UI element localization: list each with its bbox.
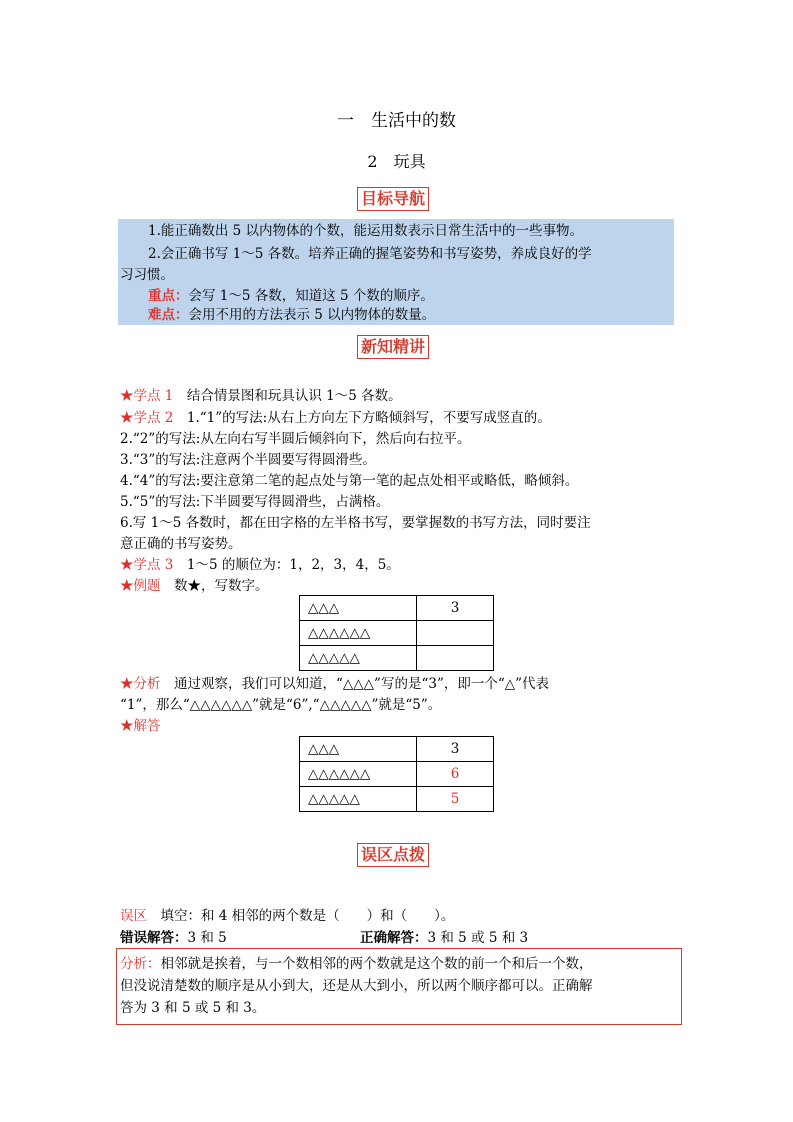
wrong-label: 错误解答： — [120, 930, 188, 946]
goal-item-2-cont: 习习惯。 — [120, 267, 174, 283]
value-cell — [417, 621, 494, 646]
writing-6-cont: 意正确的书写姿势。 — [120, 536, 242, 552]
answer-table — [299, 736, 494, 812]
key-text: 会写 1～5 各数，知道这 5 个数的顺序。 — [188, 288, 434, 304]
knowledge-heading: 新知精讲 — [357, 335, 429, 359]
table-row — [300, 762, 494, 787]
key-label: 重点： — [148, 288, 189, 304]
table-row — [300, 621, 494, 646]
shapes-cell: △△△△△ — [300, 646, 417, 671]
point-2-label: ★学点 2 — [120, 410, 174, 426]
analysis — [120, 674, 549, 694]
wrong-text: 3 和 5 — [187, 930, 227, 946]
table-row — [300, 596, 494, 621]
value-cell: 6 — [417, 762, 494, 787]
analysis-cont: “1”，那么“△△△△△△”就是“6”,“△△△△△”就是“5”。 — [120, 697, 442, 713]
mistake-analysis-label: 分析： — [120, 956, 161, 972]
key-point — [148, 286, 434, 306]
value-cell: 3 — [417, 737, 494, 762]
point-1-label: ★学点 1 — [120, 388, 174, 404]
writing-6: 6.写 1～5 各数时，都在田字格的左半格书写，要掌握数的书写方法，同时要注 — [120, 515, 591, 531]
analysis-label: ★分析 — [120, 676, 161, 692]
table-row — [300, 787, 494, 812]
point-1-text: 结合情景图和玩具认识 1～5 各数。 — [173, 388, 402, 404]
table-row — [300, 737, 494, 762]
shapes-cell: △△△ — [300, 596, 417, 621]
point-2-text: 1.“1”的写法:从右上方向左下方略倾斜写，不要写成竖直的。 — [173, 410, 551, 426]
value-cell — [417, 646, 494, 671]
unit-title: 一 生活中的数 — [337, 111, 456, 131]
mistake-analysis-end: 答为 3 和 5 或 5 和 3。 — [120, 1000, 266, 1016]
value-cell: 5 — [417, 787, 494, 812]
mistake-analysis-cont: 但没说清楚数的顺序是从小到大，还是从大到小，所以两个顺序都可以。正确解 — [120, 978, 593, 994]
difficult-label: 难点： — [148, 307, 189, 323]
difficult-point — [148, 305, 435, 325]
mistake-text: 填空：和 4 相邻的两个数是（ ）和（ ）。 — [147, 908, 455, 924]
point-3-label: ★学点 3 — [120, 557, 174, 573]
lesson-title: 2 玩具 — [367, 152, 426, 171]
correct-label: 正确解答： — [360, 930, 428, 946]
goal-item-2: 2.会正确书写 1～5 各数。培养正确的握笔姿势和书写姿势，养成良好的学 — [148, 246, 592, 262]
correct-text: 3 和 5 或 5 和 3 — [427, 930, 529, 946]
wrong-answer — [120, 928, 227, 948]
shapes-cell: △△△△△ — [300, 787, 417, 812]
mistake-question — [120, 906, 454, 926]
mistake-label: 误区 — [120, 908, 147, 924]
correct-answer — [360, 928, 528, 948]
point-2 — [120, 408, 551, 428]
writing-4: 4.“4”的写法:要注意第二笔的起点处与第一笔的起点处相平或略低，略倾斜。 — [120, 473, 579, 489]
goal-item-1: 1.能正确数出 5 以内物体的个数，能运用数表示日常生活中的一些事物。 — [148, 223, 584, 239]
shapes-cell: △△△ — [300, 737, 417, 762]
writing-5: 5.“5”的写法:下半圆要写得圆滑些，占满格。 — [120, 494, 390, 510]
point-3-text: 1～5 的顺位为：1，2，3，4，5。 — [173, 557, 400, 573]
table-row — [300, 646, 494, 671]
writing-2: 2.“2”的写法:从左向右写半圆后倾斜向下，然后向右拉平。 — [120, 431, 471, 447]
example-text: 数★，写数字。 — [160, 578, 269, 594]
value-cell: 3 — [417, 596, 494, 621]
answer-label: ★解答 — [120, 718, 161, 734]
example-table — [299, 595, 494, 671]
goals-heading: 目标导航 — [357, 187, 429, 211]
example — [120, 576, 269, 596]
shapes-cell: △△△△△△ — [300, 762, 417, 787]
analysis-text: 通过观察，我们可以知道，“△△△”写的是“3”，即一个“△”代表 — [160, 676, 550, 692]
example-label: ★例题 — [120, 578, 161, 594]
point-1 — [120, 386, 402, 406]
shapes-cell: △△△△△△ — [300, 621, 417, 646]
difficult-text: 会用不用的方法表示 5 以内物体的数量。 — [188, 307, 436, 323]
mistake-analysis-text: 相邻就是挨着，与一个数相邻的两个数就是这个数的前一个和后一个数， — [160, 956, 593, 972]
writing-3: 3.“3”的写法:注意两个半圆要写得圆滑些。 — [120, 452, 376, 468]
mistake-analysis — [120, 954, 593, 974]
point-3 — [120, 555, 400, 575]
mistakes-heading: 误区点拨 — [357, 843, 429, 867]
